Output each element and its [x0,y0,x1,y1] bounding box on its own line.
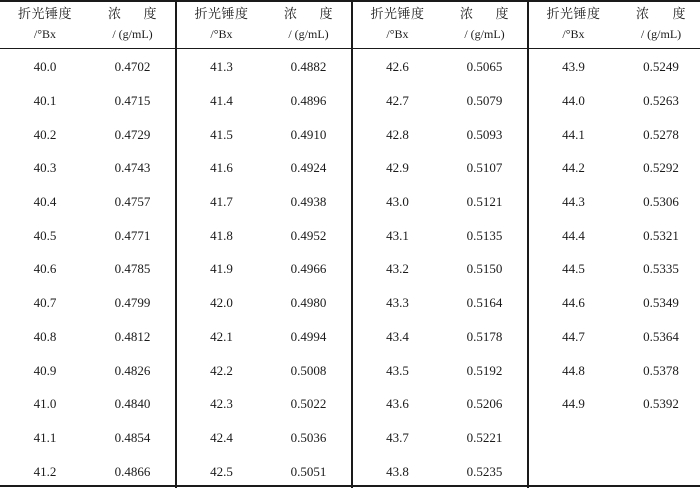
concentration-cell: 0.5349 [643,295,679,311]
concentration-cell: 0.4980 [266,286,352,320]
header-brix-3 [352,2,442,48]
concentration-cell [618,421,700,455]
concentration-cell: 0.4743 [90,152,176,186]
concentration-cell: 0.4952 [266,219,352,253]
header-concentration-2 [266,2,352,48]
brix-cell: 42.2 [210,362,233,378]
header-concentration-1 [90,2,176,48]
table-row [0,286,700,320]
concentration-cell: 0.5249 [643,59,679,75]
concentration-cell: 0.5065 [442,48,528,84]
concentration-cell: 0.4715 [90,84,176,118]
brix-cell: 40.9 [33,362,57,378]
table-row [0,387,700,421]
brix-cell: 43.7 [386,429,409,445]
concentration-cell: 0.4854 [90,421,176,455]
header-concentration-label: 浓 度 [284,6,333,22]
header-brix-4 [528,2,618,48]
brix-cell: 43.5 [386,362,409,378]
brix-cell: 41.3 [210,59,233,75]
brix-cell: 41.4 [210,93,233,109]
table-row [0,421,700,455]
brix-cell: 42.8 [386,126,409,142]
table-header-row [0,2,700,48]
brix-cell: 41.1 [33,429,57,445]
concentration-cell: 0.5051 [266,455,352,488]
brix-cell: 44.1 [562,126,585,142]
brix-cell [528,421,618,455]
concentration-cell [618,455,700,488]
concentration-cell: 0.5093 [442,118,528,152]
table-row [0,152,700,186]
header-brix-label: 折光锤度 [194,6,249,22]
table-row [0,84,700,118]
brix-cell [528,455,618,488]
brix-cell: 40.2 [33,126,57,142]
header-brix-unit: /°Bx [386,26,409,41]
concentration-cell: 0.5036 [266,421,352,455]
header-concentration-unit: / (g/mL) [112,26,153,41]
brix-cell: 43.3 [386,295,409,311]
table-row [0,354,700,388]
brix-cell: 41.5 [210,126,233,142]
brix-cell: 44.4 [562,227,585,243]
brix-cell: 42.0 [210,295,233,311]
brix-cell: 42.5 [210,463,233,479]
header-brix-unit: /°Bx [562,26,585,41]
concentration-cell: 0.5008 [266,354,352,388]
concentration-cell: 0.4924 [266,152,352,186]
concentration-cell: 0.4994 [266,320,352,354]
brix-cell: 40.0 [33,59,57,75]
header-concentration-4 [618,2,700,48]
header-brix-unit: /°Bx [210,26,233,41]
brix-concentration-table [0,2,700,488]
brix-cell: 41.7 [210,194,233,210]
concentration-cell: 0.5192 [442,354,528,388]
concentration-cell: 0.5335 [643,261,679,277]
brix-cell: 43.4 [386,328,409,344]
brix-cell: 43.8 [386,463,409,479]
brix-cell: 40.1 [33,93,57,109]
concentration-cell: 0.4896 [266,84,352,118]
brix-cell: 42.9 [386,160,409,176]
concentration-cell: 0.5206 [442,387,528,421]
brix-cell: 42.1 [210,328,233,344]
brix-cell: 44.7 [562,328,585,344]
concentration-cell: 0.4729 [90,118,176,152]
brix-cell: 42.3 [210,396,233,412]
brix-cell: 44.6 [562,295,585,311]
table-row [0,320,700,354]
brix-cell: 43.9 [562,59,585,75]
brix-cell: 40.3 [33,160,57,176]
brix-cell: 44.5 [562,261,585,277]
header-concentration-label: 浓 度 [108,6,157,22]
concentration-cell: 0.4910 [266,118,352,152]
brix-cell: 43.2 [386,261,409,277]
brix-cell: 40.6 [33,261,57,277]
brix-cell: 43.6 [386,396,409,412]
brix-cell: 40.5 [33,227,57,243]
concentration-cell: 0.5178 [442,320,528,354]
brix-cell: 41.2 [33,463,57,479]
brix-cell: 41.9 [210,261,233,277]
header-brix-2 [176,2,266,48]
header-brix-1 [0,2,90,48]
brix-cell: 42.7 [386,93,409,109]
table-row [0,455,700,488]
brix-cell: 41.8 [210,227,233,243]
concentration-cell: 0.5321 [643,227,679,243]
concentration-cell: 0.5392 [643,396,679,412]
concentration-cell: 0.4702 [90,48,176,84]
concentration-cell: 0.5263 [643,93,679,109]
concentration-cell: 0.4812 [90,320,176,354]
header-brix-label: 折光锤度 [370,6,425,22]
table-row [0,185,700,219]
concentration-cell: 0.4866 [90,455,176,488]
brix-cell: 44.2 [562,160,585,176]
brix-cell: 40.4 [33,194,57,210]
header-concentration-unit: / (g/mL) [288,26,329,41]
brix-cell: 44.8 [562,362,585,378]
concentration-cell: 0.5107 [442,152,528,186]
concentration-cell: 0.4840 [90,387,176,421]
table-body [0,48,700,488]
brix-cell: 40.7 [33,295,57,311]
header-brix-label: 折光锤度 [17,6,72,22]
concentration-cell: 0.4966 [266,253,352,287]
concentration-cell: 0.5164 [442,286,528,320]
concentration-cell: 0.5150 [442,253,528,287]
concentration-cell: 0.5235 [442,455,528,488]
brix-cell: 44.3 [562,194,585,210]
header-concentration-unit: / (g/mL) [640,26,682,41]
concentration-cell: 0.5135 [442,219,528,253]
concentration-cell: 0.5022 [266,387,352,421]
header-concentration-3 [442,2,528,48]
concentration-cell: 0.5121 [442,185,528,219]
concentration-cell: 0.5292 [643,160,679,176]
concentration-cell: 0.5306 [643,194,679,210]
brix-cell: 42.4 [210,429,233,445]
concentration-cell: 0.4757 [90,185,176,219]
concentration-cell: 0.4826 [90,354,176,388]
table-row [0,118,700,152]
concentration-cell: 0.5378 [643,362,679,378]
concentration-cell: 0.4938 [266,185,352,219]
table-row [0,48,700,84]
brix-cell: 40.8 [33,328,57,344]
header-concentration-unit: / (g/mL) [464,26,505,41]
concentration-cell: 0.5278 [643,126,679,142]
brix-cell: 43.1 [386,227,409,243]
concentration-cell: 0.4882 [266,48,352,84]
concentration-cell: 0.4799 [90,286,176,320]
brix-cell: 41.0 [33,396,57,412]
concentration-cell: 0.4771 [90,219,176,253]
header-brix-label: 折光锤度 [546,6,601,22]
header-concentration-label: 浓 度 [460,6,509,22]
concentration-cell: 0.4785 [90,253,176,287]
header-brix-unit: /°Bx [33,26,57,41]
brix-cell: 44.9 [562,396,585,412]
table-row [0,253,700,287]
table-row [0,219,700,253]
brix-cell: 42.6 [386,59,409,75]
concentration-cell: 0.5221 [442,421,528,455]
concentration-cell: 0.5364 [643,328,679,344]
header-concentration-label: 浓 度 [636,6,686,22]
brix-cell: 44.0 [562,93,585,109]
concentration-cell: 0.5079 [442,84,528,118]
brix-cell: 41.6 [210,160,233,176]
brix-cell: 43.0 [386,194,409,210]
